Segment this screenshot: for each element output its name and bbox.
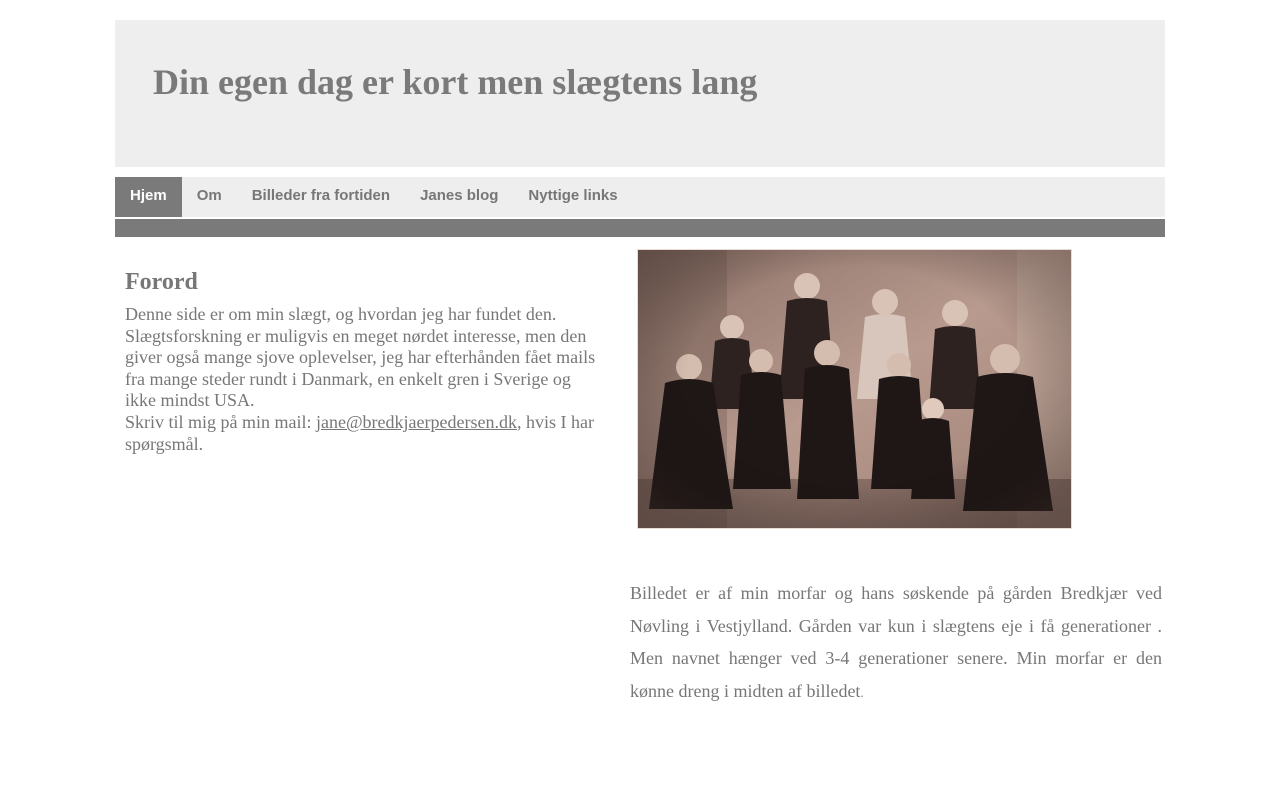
nav-item-nyttige-links[interactable]: Nyttige links xyxy=(528,187,618,204)
site-title: Din egen dag er kort men slægtens lang xyxy=(153,62,758,102)
section-heading: Forord xyxy=(125,269,198,295)
photo-caption-text: Billedet er af min morfar og hans søskende på gården Bredkjær ved Nøvling i Vestjylland. Gården var kun i slægtens eje i få generationer . Men navnet hænger ved 3-4 generationer senere. Min morfar er den kønne dreng i midten af billedet xyxy=(630,583,1162,701)
intro-text xyxy=(125,304,605,455)
photo-caption-end: . xyxy=(860,684,864,700)
contact-prefix: Skriv til mig på min mail: xyxy=(125,411,316,432)
nav-divider-bar xyxy=(115,219,1165,237)
nav-item-janes-blog[interactable]: Janes blog xyxy=(420,187,499,204)
site-header xyxy=(115,20,1165,167)
photo-caption xyxy=(630,577,1162,709)
nav-item-hjem[interactable]: Hjem xyxy=(115,177,182,217)
email-link[interactable]: jane@bredkjaerpedersen.dk xyxy=(316,411,517,432)
intro-section xyxy=(125,266,605,455)
main-navigation xyxy=(115,177,1165,217)
nav-item-billeder-fra-fortiden[interactable]: Billeder fra fortiden xyxy=(251,187,391,204)
family-photo xyxy=(637,249,1072,529)
contact-line xyxy=(125,412,605,455)
nav-item-om[interactable]: Om xyxy=(196,187,222,204)
intro-paragraph: Denne side er om min slægt, og hvordan jeg har fundet den. Slægtsforskning er muligvis en meget nørdet interesse, men den giver også mange sjove oplevelser, jeg har efterhånden fået mails fra mange steder rundt i Danmark, en enkelt gren i Sverige og ikke mindst USA. xyxy=(125,304,596,411)
contact-suffix: , hvis I har spørgsmål. xyxy=(125,411,594,454)
